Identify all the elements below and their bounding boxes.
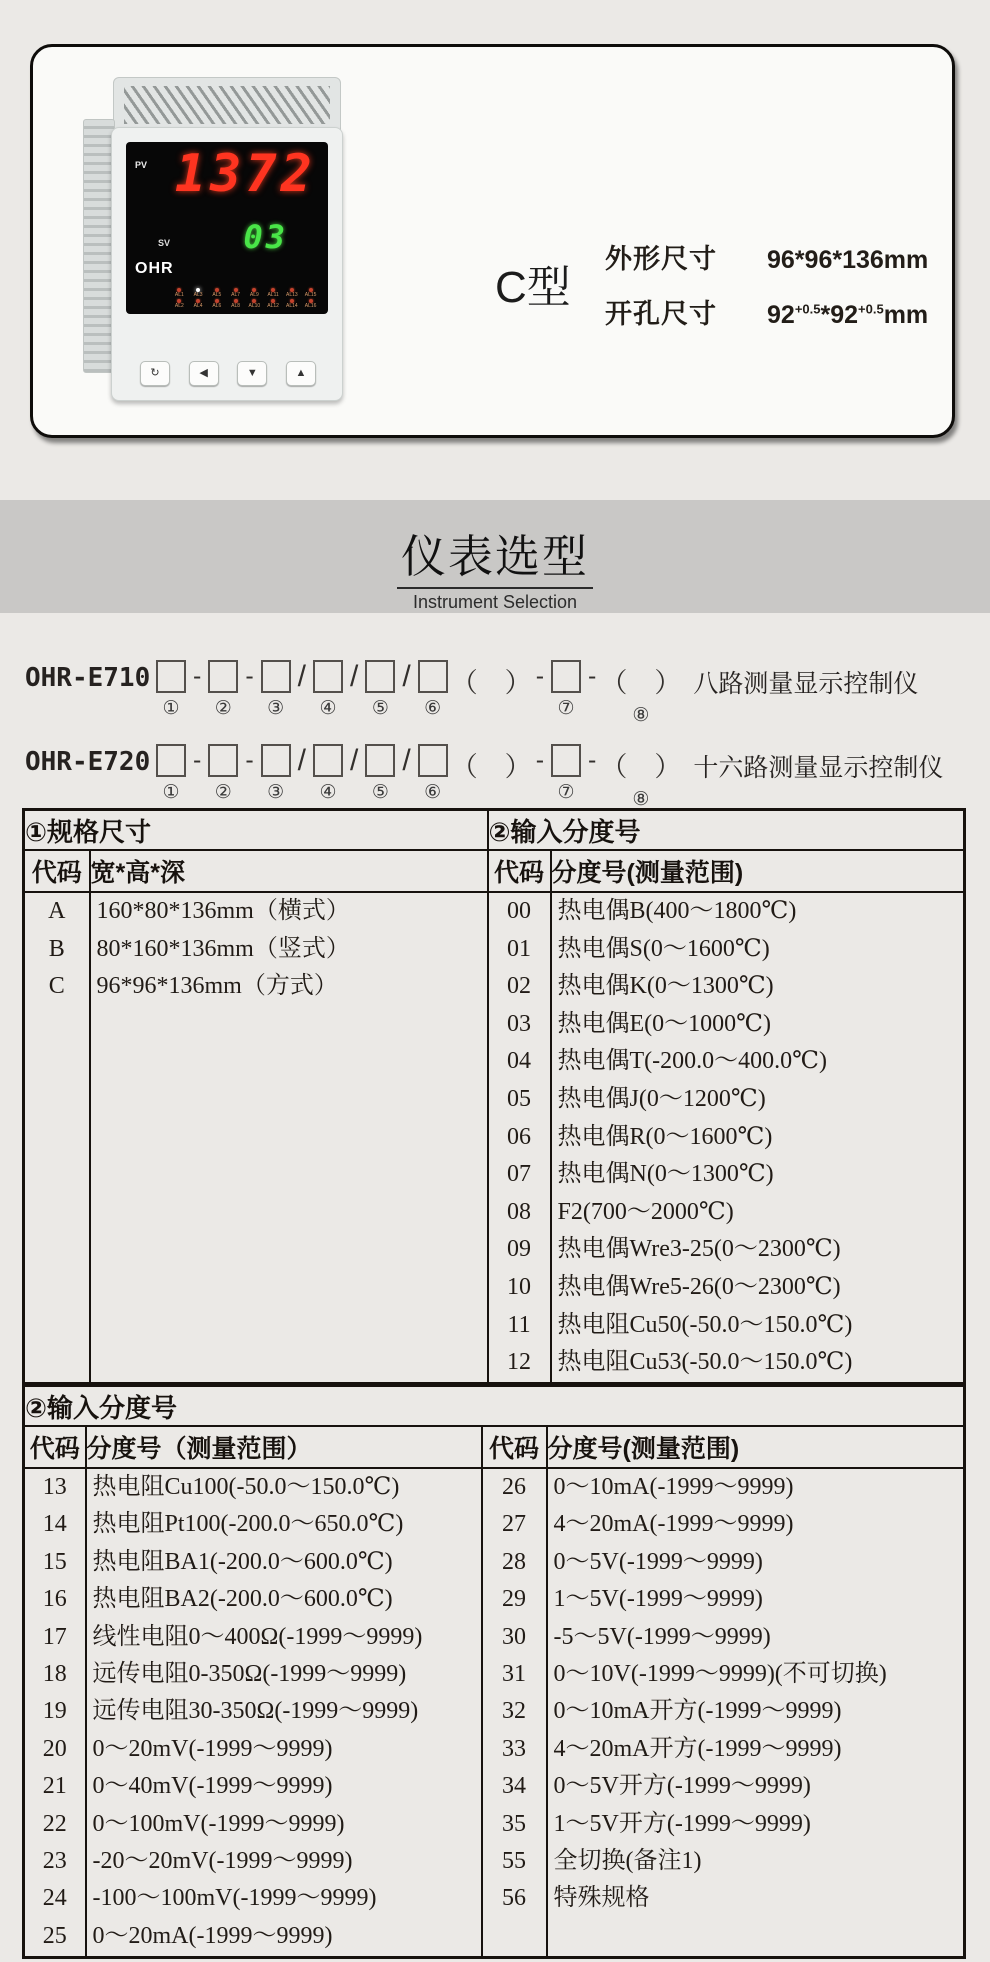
separator: / [402, 660, 411, 693]
alarm-led [264, 299, 283, 309]
separator: - [245, 746, 254, 774]
separator: / [350, 660, 359, 693]
code-box [208, 660, 238, 693]
position-number: ④ [319, 782, 337, 803]
code-slot [241, 744, 257, 802]
code-cell-line: 56 [502, 1885, 526, 1912]
code-box [208, 744, 238, 777]
code-cell-line: 21 [42, 1773, 67, 1800]
alarm-led [245, 288, 264, 298]
ordering-code-section [25, 660, 943, 828]
value-cell-line: 特殊规格 [553, 1885, 650, 1912]
code-cell-line: 06 [507, 1123, 532, 1150]
value-cell-line: 0～5V开方(-1999～9999) [553, 1773, 811, 1800]
separator: / [402, 744, 411, 777]
code-slot [205, 744, 241, 804]
led-label: AL1 [174, 292, 184, 298]
parens-group: （ ） [450, 752, 532, 782]
code-cell-line: 27 [502, 1511, 526, 1538]
alarm-led [189, 299, 208, 309]
pv-label: PV [135, 160, 148, 170]
value-cell-line: 热电偶N(0～1300℃) [557, 1161, 774, 1188]
position-number: ③ [267, 782, 285, 803]
code-cell-line: 32 [502, 1698, 526, 1725]
code-box [365, 660, 395, 693]
code-slot [600, 744, 681, 811]
dim-value: 96*96*136mm [767, 246, 929, 274]
value-cell-line: 热电阻BA1(-200.0～600.0℃) [92, 1548, 393, 1575]
code-cell-line: 31 [502, 1660, 526, 1687]
separator: - [193, 662, 202, 690]
dim-value: $92^{+0.5}*92^{+0.5}mm$ [767, 301, 929, 329]
parens-group: （ ） [600, 752, 682, 782]
dimensions-block [605, 237, 928, 347]
code-box [551, 660, 581, 693]
size-code-column [24, 892, 90, 1384]
section-header-input-graduation: ②输入分度号 [24, 1386, 965, 1427]
code-slot [241, 660, 257, 718]
code-cell-line: 29 [502, 1586, 526, 1613]
value-cell-line: 0～20mA(-1999～9999) [92, 1922, 333, 1949]
code-box [261, 660, 291, 693]
code-cell-line: 09 [507, 1236, 532, 1263]
code-cell-line: 30 [502, 1623, 526, 1650]
position-number: ⑤ [371, 698, 389, 719]
value-cell-line: 线性电阻0～400Ω(-1999～9999) [92, 1623, 423, 1650]
code-slot [600, 660, 681, 727]
led-label: AL9 [249, 292, 259, 298]
value-cell-line: 全切换(备注1) [553, 1847, 702, 1874]
value-cell-line: 0～10mA(-1999～9999) [553, 1474, 794, 1500]
code-slot [362, 660, 398, 720]
value-cell-line: -20～20mV(-1999～9999) [92, 1847, 353, 1874]
position-number: ⑥ [424, 698, 442, 719]
value-cell-line: 0～20mV(-1999～9999) [92, 1735, 333, 1762]
alarm-led [208, 299, 227, 309]
value-cell-line: 热电偶E(0～1000℃) [557, 1010, 772, 1037]
code-cell-line: 07 [507, 1161, 532, 1188]
column-header-range: 分度号(测量范围) [551, 850, 965, 892]
graduation-code-column [24, 1468, 86, 1958]
value-cell-line: 4～20mA开方(-1999～9999) [553, 1735, 842, 1762]
code-slot [294, 660, 310, 721]
position-number: ⑧ [632, 789, 650, 810]
code-cell-line: 08 [507, 1198, 532, 1225]
code-cell-line: 11 [507, 1311, 531, 1338]
alarm-led-grid [170, 288, 320, 309]
graduation-code-column [488, 892, 551, 1384]
code-cell-line: 20 [42, 1735, 67, 1762]
value-cell-line: 热电偶S(0～1600℃) [557, 935, 770, 962]
code-cell-line: 01 [507, 935, 532, 962]
code-slot [398, 744, 414, 805]
led-label: AL7 [231, 292, 241, 298]
size-value-column [90, 892, 488, 1384]
code-slot [584, 744, 600, 802]
section-banner [0, 500, 990, 613]
position-number: ④ [319, 698, 337, 719]
separator: / [297, 660, 306, 693]
code-cell-line: 05 [507, 1085, 532, 1112]
value-cell-line: -100～100mV(-1999～9999) [92, 1885, 377, 1912]
code-slot [310, 660, 346, 720]
loop-button: ↻ [140, 361, 170, 386]
column-header-code: 代码 [482, 1426, 547, 1468]
code-slot [451, 744, 532, 811]
code-cell-line: 16 [42, 1586, 67, 1613]
value-cell-line: 热电偶Wre5-26(0～2300℃) [557, 1273, 841, 1300]
position-number: ⑤ [371, 782, 389, 803]
value-cell-line: 热电阻BA2(-200.0～600.0℃) [92, 1586, 393, 1613]
led-label: AL10 [248, 303, 261, 309]
code-cell-line: 03 [507, 1010, 532, 1037]
led-label: AL12 [267, 303, 279, 309]
model-line [25, 660, 943, 727]
column-header-code: 代码 [24, 850, 90, 892]
value-cell-line: 热电偶Wre3-25(0～2300℃) [557, 1236, 841, 1263]
separator: - [193, 746, 202, 774]
selection-table-top [22, 808, 966, 1385]
separator: - [535, 746, 545, 774]
code-cell-line: A [48, 898, 66, 924]
banner-title: 仪表选型 [397, 520, 593, 589]
position-number: ② [214, 782, 232, 803]
position-number: ⑧ [632, 705, 650, 726]
value-cell-line: 热电偶R(0～1600℃) [557, 1123, 773, 1150]
led-label: AL15 [304, 292, 317, 298]
alarm-led [226, 299, 245, 309]
led-label: AL8 [231, 303, 241, 309]
value-cell-line: 0～5V(-1999～9999) [553, 1548, 763, 1575]
sv-label: SV [158, 238, 171, 248]
code-cell-line: 35 [502, 1810, 526, 1837]
value-cell-line: 1～5V开方(-1999～9999) [553, 1810, 811, 1837]
code-cell-line: 26 [502, 1474, 526, 1500]
sv-display: 03 [243, 218, 288, 256]
value-cell-line: 热电阻Pt100(-200.0～650.0℃) [92, 1511, 404, 1538]
brand-logo: OHR [135, 260, 174, 277]
separator: / [350, 744, 359, 777]
value-cell-line: 热电偶J(0～1200℃) [557, 1085, 766, 1112]
graduation-value-column [551, 892, 965, 1384]
value-cell-line: -5～5V(-1999～9999) [553, 1623, 771, 1650]
left-arrow-button: ◀ [189, 361, 219, 386]
code-slot [415, 660, 451, 720]
led-label: AL13 [286, 292, 298, 298]
code-cell-line: C [48, 973, 65, 1000]
value-cell-line: 0～10mA开方(-1999～9999) [553, 1698, 842, 1725]
code-box [156, 744, 186, 777]
code-cell-line: 17 [42, 1623, 67, 1650]
separator: / [297, 744, 306, 777]
code-slot [346, 744, 362, 805]
led-label: AL6 [212, 303, 222, 309]
position-number: ① [162, 782, 180, 803]
value-cell-line: 1～5V(-1999～9999) [553, 1586, 763, 1613]
code-box [313, 744, 343, 777]
value-cell-line: 热电阻Cu53(-50.0～150.0℃) [557, 1349, 853, 1376]
model-description: 十六路测量显示控制仪 [693, 754, 944, 782]
led-label: AL5 [212, 292, 222, 298]
model-description: 八路测量显示控制仪 [693, 670, 919, 698]
dim-row-outer-size [605, 237, 928, 276]
code-slot [153, 744, 189, 804]
alarm-led [301, 299, 320, 309]
separator: - [535, 662, 545, 690]
parens-group: （ ） [450, 668, 532, 698]
dim-label: 外形尺寸 [605, 244, 717, 274]
led-row [170, 299, 320, 309]
led-label: AL14 [286, 303, 298, 309]
position-number: ② [214, 698, 232, 719]
code-slot [189, 660, 205, 718]
position-number: ⑥ [424, 782, 442, 803]
product-card [30, 44, 955, 438]
separator: - [588, 662, 597, 690]
selection-table-bottom [22, 1384, 966, 1959]
alarm-led [264, 288, 283, 298]
alarm-led [283, 299, 302, 309]
column-header-code: 代码 [488, 850, 551, 892]
code-slot [398, 660, 414, 721]
code-cell-line: 28 [502, 1548, 526, 1575]
position-number: ⑦ [557, 782, 575, 803]
value-cell-line: 0～40mV(-1999～9999) [92, 1773, 333, 1800]
code-cell-line: 18 [42, 1660, 67, 1687]
graduation-code-column [482, 1468, 547, 1958]
value-cell-line: 热电偶T(-200.0～400.0℃) [557, 1048, 827, 1075]
up-arrow-button: ▲ [286, 361, 316, 386]
value-cell-line: 0～100mV(-1999～9999) [92, 1810, 345, 1837]
alarm-led [208, 288, 227, 298]
code-slot [451, 660, 532, 727]
column-header-range: 分度号（测量范围） [86, 1426, 482, 1468]
value-cell-line: 4～20mA(-1999～9999) [553, 1511, 794, 1538]
led-label: AL2 [174, 303, 184, 309]
led-label: AL11 [267, 292, 279, 298]
graduation-value-column [547, 1468, 965, 1958]
code-box [418, 744, 448, 777]
code-cell-line: 19 [42, 1698, 67, 1725]
alarm-led [189, 288, 208, 298]
code-cell-line: 02 [507, 973, 532, 1000]
value-cell-line: 80*160*136mm（竖式） [96, 935, 350, 962]
position-number: ⑦ [557, 698, 575, 719]
value-cell-line: 热电偶K(0～1300℃) [557, 973, 774, 1000]
product-photo [75, 75, 365, 411]
model-line [25, 744, 943, 811]
model-name: OHR-E720 [25, 747, 151, 777]
column-header-range: 分度号(测量范围) [547, 1426, 965, 1468]
code-cell-line: 10 [507, 1273, 532, 1300]
code-box [261, 744, 291, 777]
position-number: ① [162, 698, 180, 719]
code-slot [548, 660, 584, 720]
code-cell-line: 14 [42, 1511, 67, 1538]
code-cell-line: 22 [42, 1810, 67, 1837]
code-cell-line: 23 [42, 1847, 67, 1874]
vent-slots [124, 86, 330, 124]
down-arrow-button: ▼ [237, 361, 267, 386]
code-cell-line: 15 [42, 1548, 67, 1575]
code-slot [362, 744, 398, 804]
parens-group: （ ） [600, 668, 682, 698]
separator: - [245, 662, 254, 690]
code-cell-line: B [48, 935, 65, 962]
code-slot [310, 744, 346, 804]
alarm-led [301, 288, 320, 298]
code-slot [258, 660, 294, 720]
value-cell-line: 热电偶B(400～1800℃) [557, 898, 797, 924]
alarm-led [170, 299, 189, 309]
value-cell-line: 热电阻Cu50(-50.0～150.0℃) [557, 1311, 853, 1338]
device-front-panel [111, 127, 343, 401]
code-slot [189, 744, 205, 802]
section-header-spec-size: ①规格尺寸 [24, 810, 488, 851]
code-slot [415, 744, 451, 804]
graduation-value-column [86, 1468, 482, 1958]
value-cell-line: 远传电阻30-350Ω(-1999～9999) [92, 1698, 419, 1725]
device-button-row [140, 361, 316, 386]
section-header-input-graduation: ②输入分度号 [488, 810, 965, 851]
led-label: AL16 [304, 303, 317, 309]
code-cell-line: 00 [507, 898, 532, 924]
led-label: AL3 [193, 292, 203, 298]
value-cell-line: 0～10V(-1999～9999)(不可切换) [553, 1660, 887, 1687]
value-cell-line: 96*96*136mm（方式） [96, 973, 338, 1000]
alarm-led [170, 288, 189, 298]
code-cell-line: 04 [507, 1048, 532, 1075]
code-box [551, 744, 581, 777]
value-cell-line: 160*80*136mm（横式） [96, 898, 350, 924]
code-box [313, 660, 343, 693]
model-name: OHR-E710 [25, 663, 151, 693]
pv-display: 1372 [174, 144, 316, 204]
column-header-size: 宽*高*深 [90, 850, 488, 892]
led-label: AL4 [193, 303, 203, 309]
led-row [170, 288, 320, 298]
column-header-code: 代码 [24, 1426, 86, 1468]
code-slot [532, 744, 548, 802]
type-label: C型 [495, 263, 571, 312]
code-slot [258, 744, 294, 804]
separator: - [588, 746, 597, 774]
code-cell-line: 25 [42, 1922, 67, 1949]
value-cell-line: 远传电阻0-350Ω(-1999～9999) [92, 1660, 407, 1687]
code-cell-line: 34 [502, 1773, 526, 1800]
code-slot [346, 660, 362, 721]
code-slot [584, 660, 600, 718]
code-box [365, 744, 395, 777]
code-slot [548, 744, 584, 804]
code-slot [205, 660, 241, 720]
code-cell-line: 24 [42, 1885, 67, 1912]
device-screen [126, 142, 328, 314]
alarm-led [226, 288, 245, 298]
dim-label: 开孔尺寸 [605, 299, 717, 329]
alarm-led [283, 288, 302, 298]
code-cell-line: 33 [502, 1735, 526, 1762]
code-box [418, 660, 448, 693]
code-cell-line: 12 [507, 1349, 532, 1376]
code-slot [153, 660, 189, 720]
device-top-vents [113, 77, 341, 131]
code-cell-line: 55 [502, 1847, 526, 1874]
value-cell-line: F2(700～2000℃) [557, 1198, 734, 1225]
position-number: ③ [267, 698, 285, 719]
code-cell-line: 13 [42, 1474, 67, 1500]
code-slot [294, 744, 310, 805]
value-cell-line: 热电阻Cu100(-50.0～150.0℃) [92, 1474, 400, 1500]
code-slot [532, 660, 548, 718]
alarm-led [245, 299, 264, 309]
dim-row-cutout-size [605, 292, 928, 331]
banner-subtitle: Instrument Selection [412, 592, 578, 612]
code-box [156, 660, 186, 693]
